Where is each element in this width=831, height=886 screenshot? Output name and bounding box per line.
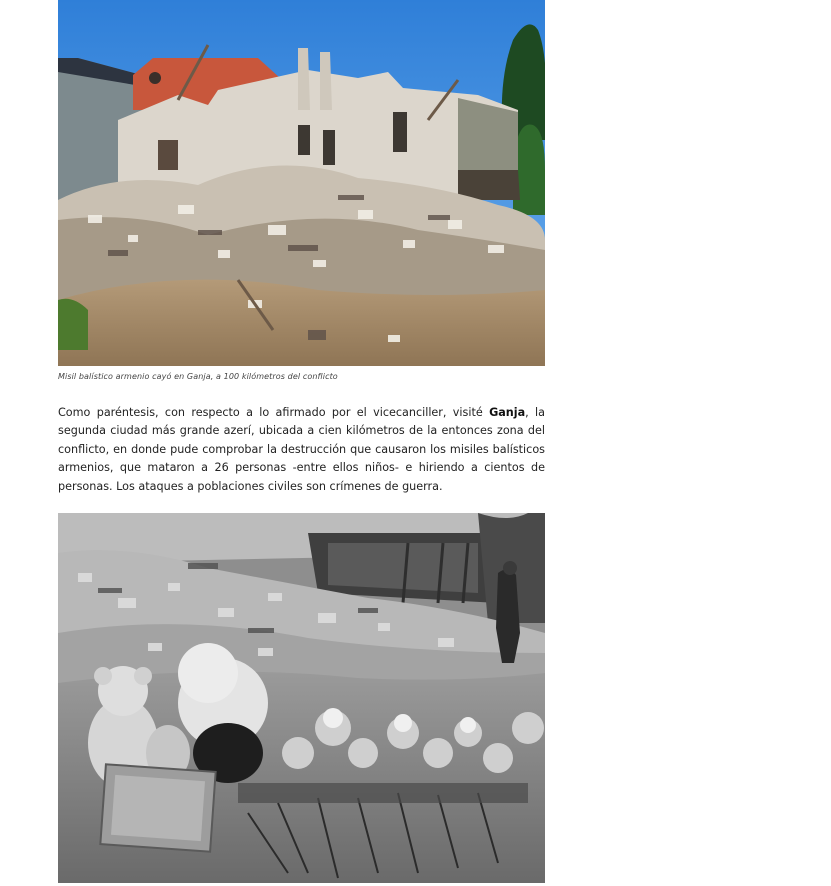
paragraph-text-start: Como paréntesis, con respecto a lo afirmado por el vicecanciller, visité bbox=[58, 406, 490, 419]
memorial-toys-image bbox=[58, 513, 545, 883]
destroyed-house-image bbox=[58, 0, 545, 366]
photo-caption: Misil balístico armenio cayó en Ganja, a 100 kilómetros del conflicto bbox=[58, 372, 338, 381]
destroyed-house-photo bbox=[58, 0, 545, 366]
article-paragraph bbox=[58, 404, 545, 496]
ganja-link-text: Ganja bbox=[489, 406, 526, 419]
paragraph-text-end: , la segunda ciudad más grande azerí, ubicada a cien kilómetros de la entonces zona del conflicto, en donde pude comprobar la destrucción que causaron los misiles balísticos armenios, que mataron a 26 personas -entre ellos niños- e hiriendo a cientos de personas. Los ataques a poblaciones civiles son crímenes de guerra. bbox=[58, 406, 546, 493]
article-body bbox=[58, 0, 545, 883]
memorial-toys-photo bbox=[58, 513, 545, 883]
